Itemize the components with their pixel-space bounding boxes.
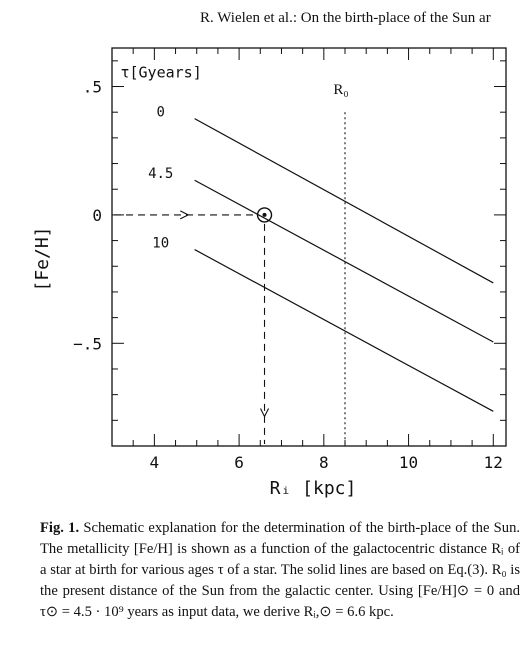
series-line [195, 250, 494, 412]
series-label: 0 [156, 104, 165, 121]
series-label: 4.5 [148, 166, 174, 183]
series-line [195, 180, 494, 342]
caption-text: Schematic explanation for the determination of the birth-place of the Sun. The metallicity [Fe/H] is shown as a function of the galactocentric distance Rᵢ of a star at birth for various ages τ of a star. The solid lines are based on Eq.(3). R₀ is the present distance of the Sun from the galactic center. Using [Fe/H]⊙ = 0 and τ⊙ = 4.5 · 10⁹ years as input data, we derive Rᵢ,⊙ = 6.6 kpc. [40, 520, 521, 620]
y-tick-label: 0 [92, 205, 102, 225]
y-tick-label: .5 [82, 77, 102, 97]
sun-symbol-dot [263, 213, 267, 217]
x-tick-label: 8 [319, 453, 329, 472]
y-axis-label: [Fe/H] [32, 226, 53, 292]
caption-label: Fig. 1. [40, 520, 80, 536]
x-axis-label: Rᵢ [kpc] [269, 478, 357, 499]
series-line [195, 119, 494, 283]
x-tick-label: 12 [483, 453, 503, 472]
r0-label: R₀ [333, 82, 349, 99]
arrow-right-icon [180, 211, 188, 219]
y-tick-label: −.5 [73, 334, 102, 354]
series-label: 10 [152, 235, 170, 252]
legend-title: τ[Gyears] [120, 63, 202, 82]
x-tick-label: 10 [398, 453, 419, 472]
x-tick-label: 4 [149, 453, 160, 472]
figure-caption [40, 518, 520, 623]
x-tick-label: 6 [234, 453, 244, 472]
running-head: R. Wielen et al.: On the birth-place of the Sun ar [200, 10, 491, 26]
